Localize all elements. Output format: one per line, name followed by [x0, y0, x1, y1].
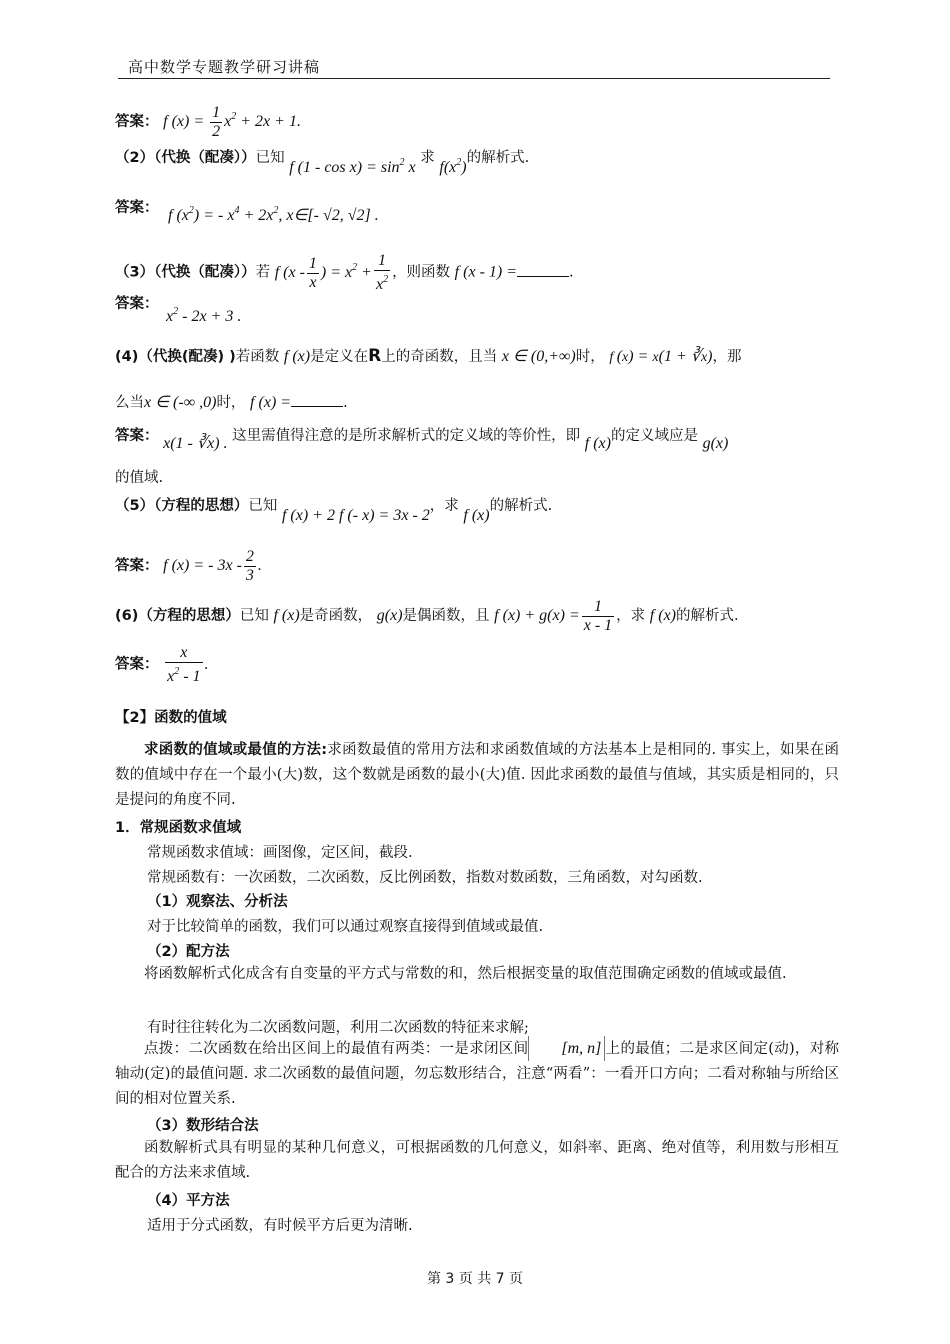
method-4-text: 适用于分式函数，有时候平方后更为清晰.: [147, 1218, 413, 1234]
interval-mn: [m, n]: [528, 1036, 605, 1061]
answer-6-math: $\frac{x}{x^2 - 1}$ .: [167, 644, 209, 685]
method-1-title: （1）观察法、分析法: [147, 894, 288, 910]
answer-1: 答案： f (x) = $\frac{1}{2}$ $x^2 + 2x + 1$.: [115, 104, 301, 140]
answer-1-math: f (x) = $\frac{1}{2}$ $x^2 + 2x + 1$.: [163, 104, 301, 140]
subsection-1-title: 1．常规函数求值域: [115, 820, 242, 836]
q6-target: f (x): [649, 607, 676, 625]
header-title: 高中数学专题教学研习讲稿: [128, 58, 321, 76]
subsection-1-line-1: 常规函数求值域：画图像，定区间，截段.: [147, 845, 413, 861]
answer-5: 答案： f (x) = - 3x - $\frac{2}{3}$ .: [115, 548, 262, 584]
q6-fx: f (x): [273, 607, 300, 625]
answer-4-math: x(1 - ∛x) .: [163, 435, 228, 452]
a4-gx: g(x): [702, 435, 729, 452]
a4-fx: f (x): [584, 435, 611, 452]
q2-condition: f $(1 - \cos x) = \sin^2 x$: [289, 157, 416, 176]
question-2: （2）（代换（配凑））已知 f $(1 - \cos x) = \sin^2 x$ 求 $f(x^2)$的解析式.: [115, 150, 530, 176]
method-2-text-2: 有时往往转化为二次函数问题，利用二次函数的特征来求解;: [147, 1020, 529, 1036]
q2-target: $f(x^2)$: [439, 157, 467, 176]
question-3: （3）（代换（配凑））若 f (x - $\frac{1}{x}$ ) = $x^2$ + $\frac{1}{x^2}$ ，则函数 f (x - 1) = .: [115, 252, 574, 293]
subsection-1-line-2: 常规函数有：一次函数，二次函数，反比例函数，指数对数函数，三角函数，对勾函数.: [147, 870, 703, 886]
page-header: [118, 50, 830, 79]
q4-condition: x ∈ (0,+∞): [501, 348, 576, 365]
answer-3: 答案：: [115, 296, 159, 312]
q6-gx: g(x): [376, 607, 403, 625]
q5-target: f (x): [463, 507, 490, 524]
q3-target: f (x - 1) =: [454, 263, 518, 281]
method-3-title: （3）数形结合法: [147, 1118, 259, 1134]
section-title: 【2】函数的值域: [115, 710, 227, 726]
answer-3-math: $x^2 - 2x + 3$ .: [166, 306, 242, 325]
method-4-title: （4）平方法: [147, 1193, 230, 1209]
q4-fx: f (x): [283, 348, 311, 365]
answer-2: 答案：: [115, 200, 159, 216]
q5-condition: f (x) + 2 f (- x) = 3x - 2: [281, 507, 430, 524]
question-4-cont: 么当x ∈ (-∞ ,0)时， f (x) = .: [115, 394, 348, 411]
q3-blank: [517, 276, 569, 277]
method-3-text: 函数解析式具有明显的某种几何意义，可根据函数的几何意义，如斜率、距离、绝对值等，利用数与形相互配合的方法来求值域.: [115, 1140, 839, 1181]
page-footer: 第 3 页 共 7 页: [426, 1271, 524, 1287]
q4-expr: f (x) = x(1 + ∛x): [609, 348, 713, 365]
answer-2-math: f $(x^2)$ = - $x^4 + 2x^2$, x∈[- √2, √2] .: [168, 205, 379, 224]
q4-blank: [291, 406, 343, 407]
method-2-title: （2）配方法: [147, 944, 230, 960]
question-6: (6)（方程的思想）已知 f (x)是奇函数， g(x)是偶函数，且 f (x) + g(x) = $\frac{1}{x - 1}$ ，求 f (x)的解析式.: [115, 598, 739, 634]
q4-ask: f (x) =: [250, 394, 292, 411]
method-1-text: 对于比较简单的函数，我们可以通过观察直接得到值域或最值.: [147, 919, 544, 935]
question-4: (4)（代换(配凑) )若函数 f (x)是定义在R上的奇函数，且当 x ∈ (0,+∞)时， f (x) = x(1 + ∛x)，那: [115, 346, 742, 366]
answer-4: 答案： x(1 - ∛x) . 这里需值得注意的是所求解析式的定义域的等价性，即 f (x)的定义域应是 g(x): [115, 428, 729, 452]
answer-4-cont: 的值域.: [115, 470, 164, 486]
method-2-text: 将函数解析式化成含有自变量的平方式与常数的和，然后根据变量的取值范围确定函数的值域或最值.: [144, 966, 787, 982]
method-2-tip: 点拨：二次函数在给出区间上的最值有两类：一是求闭区间 [m, n] 上的最值；二是求区间定(动)，对称轴动(定)的最值问题. 求二次函数的最值问题，勿忘数形结合，注意“两看”：一看开口方向；二看对称轴与所给区间的相对位置关系.: [115, 1036, 839, 1112]
q3-condition: f (x - $\frac{1}{x}$ ) = $x^2$ + $\frac{1}{x^2}$: [274, 252, 389, 293]
question-5: （5）（方程的思想）已知 f (x) + 2 f (- x) = 3x - 2，求 f (x)的解析式.: [115, 498, 553, 524]
answer-6: 答案： $\frac{x}{x^2 - 1}$ .: [115, 644, 209, 685]
q6-sum: f (x) + g(x) = $\frac{1}{x - 1}$: [494, 598, 613, 634]
answer-5-math: f (x) = - 3x - $\frac{2}{3}$ .: [163, 548, 262, 584]
intro-paragraph: 求函数的值域或最值的方法:求函数最值的常用方法和求函数值域的方法基本上是相同的. 事实上，如果在函数的值域中存在一个最小(大)数，这个数就是函数的最小(大)值. 因此求函数的最值与值域，其实质是相同的，只是提问的角度不同.: [115, 742, 839, 808]
